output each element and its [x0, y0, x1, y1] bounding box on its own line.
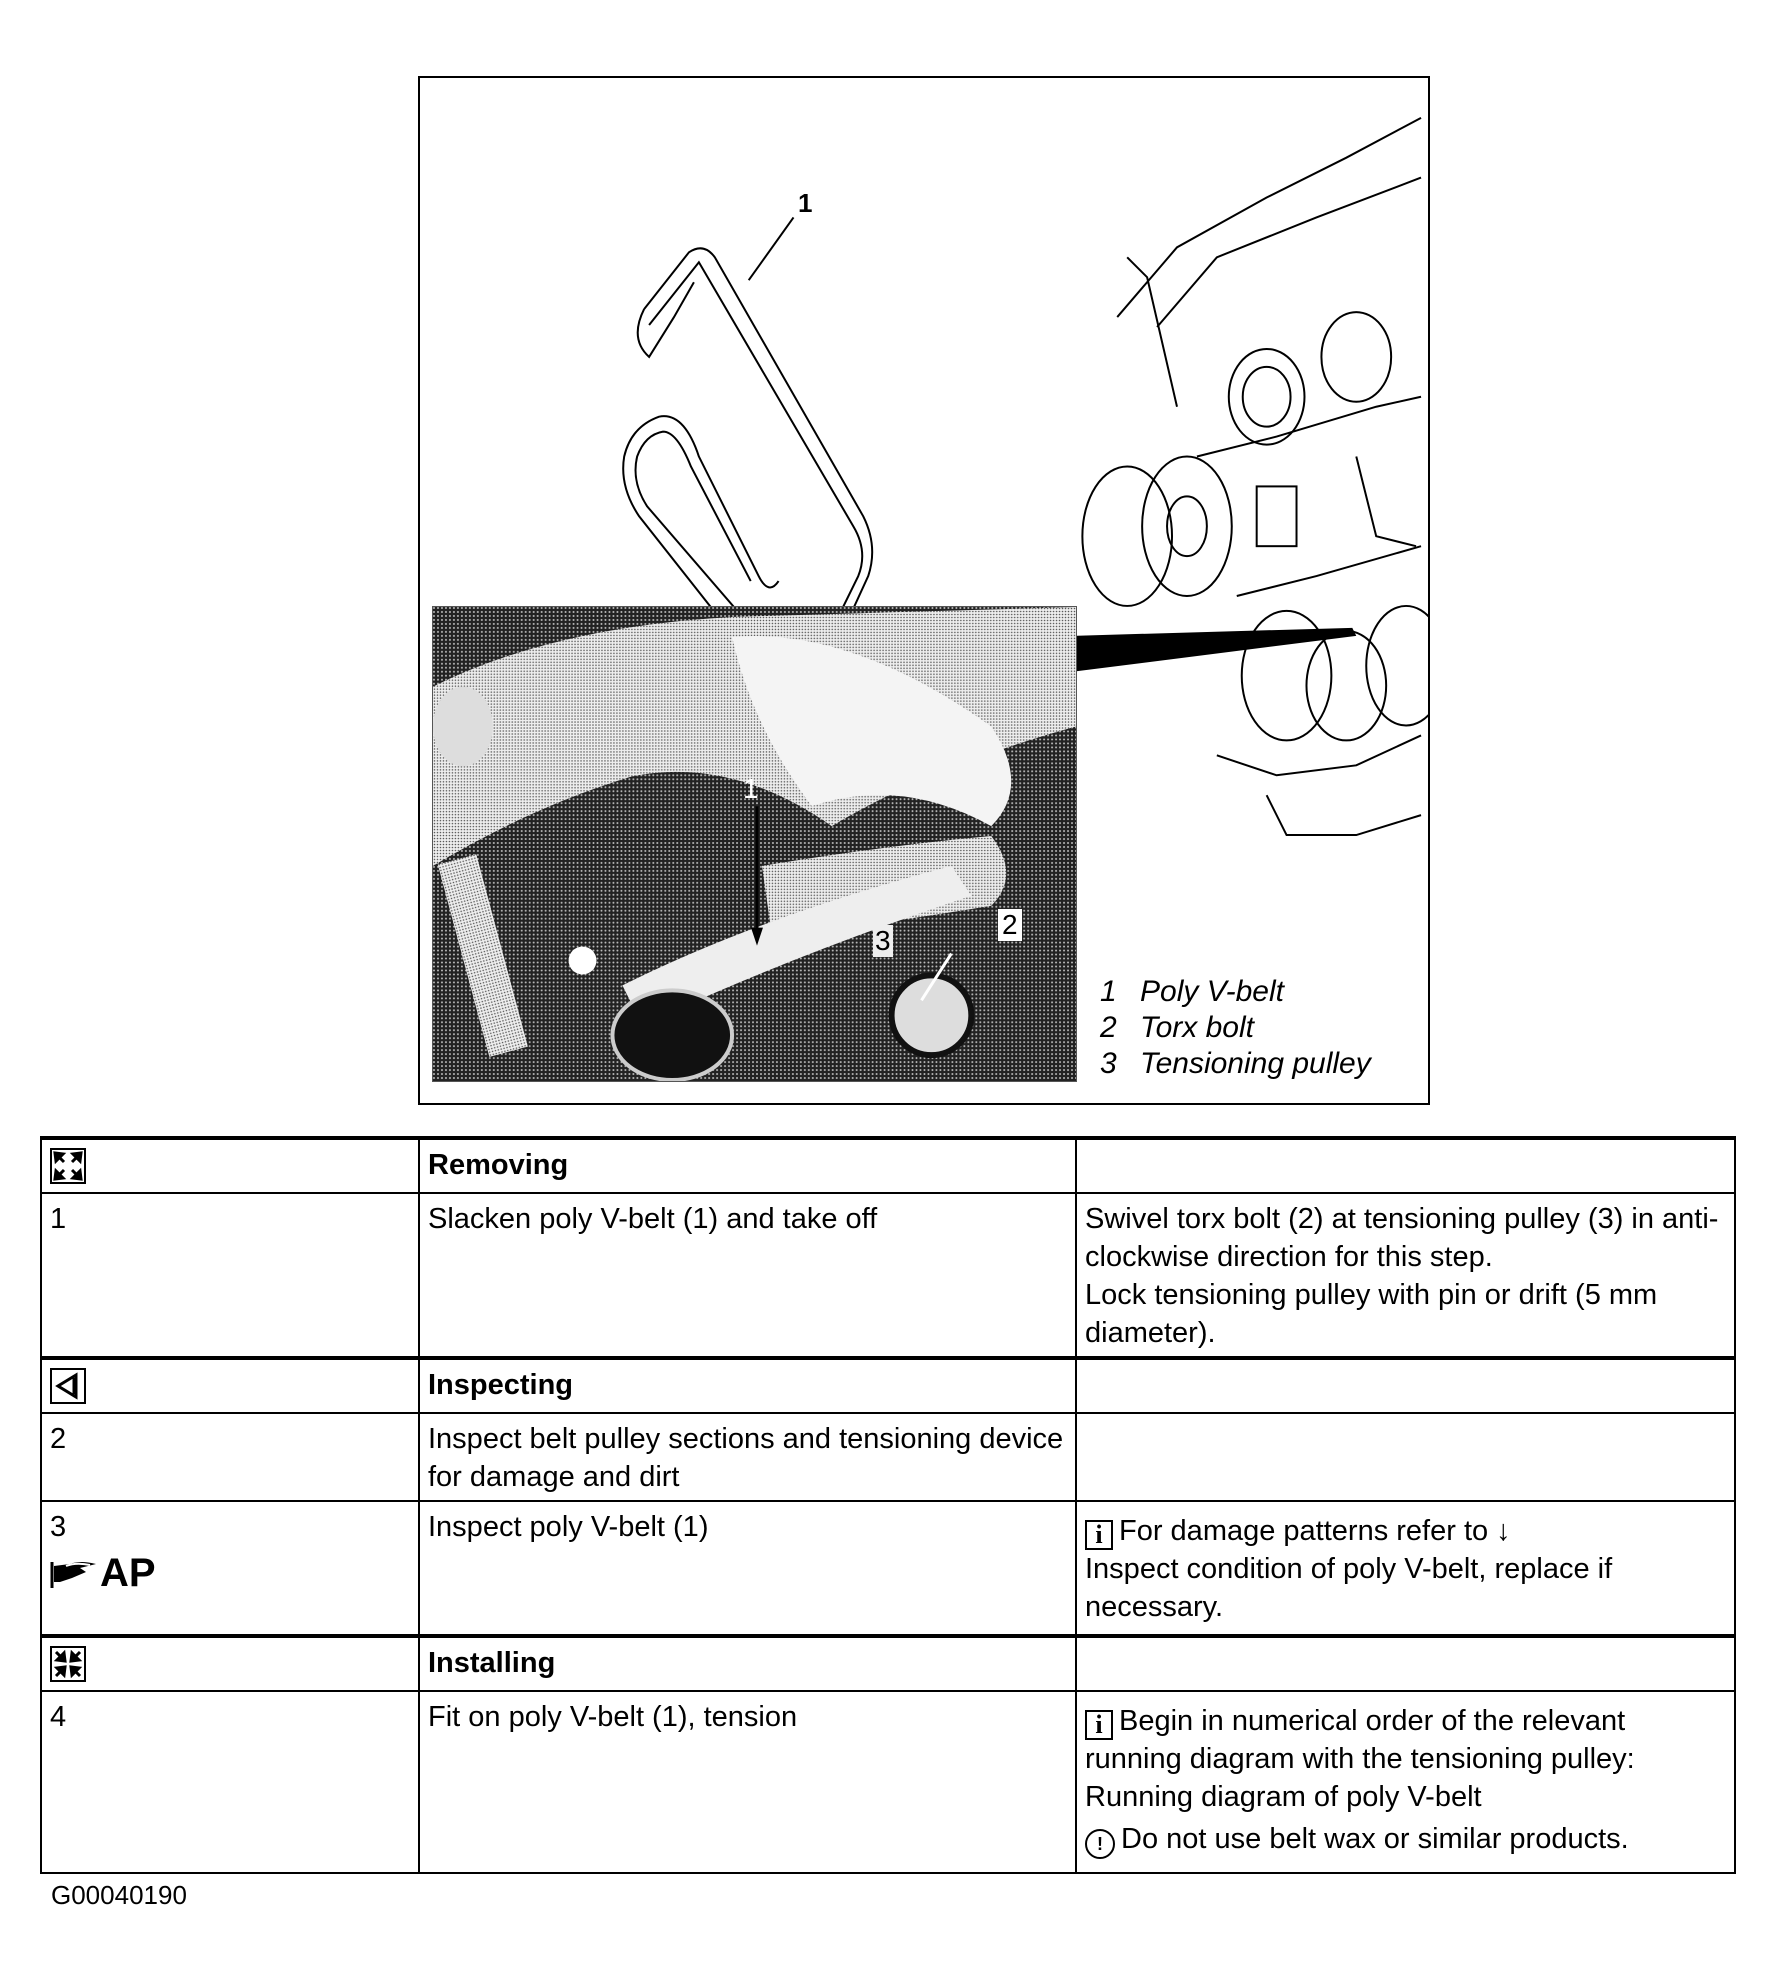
- warning-icon: !: [1085, 1829, 1115, 1859]
- engine-sketch: [1082, 118, 1428, 835]
- section-row-removing: [41, 1138, 1735, 1193]
- photo-callout-3: 3: [875, 925, 891, 956]
- section-icon-cell: [41, 1138, 419, 1193]
- step-row: [41, 1193, 1735, 1358]
- note-line: Swivel torx bolt (2) at tensioning pulley (3) in anti-clockwise direction for this step.: [1085, 1203, 1719, 1273]
- step-note: [1076, 1501, 1735, 1636]
- step-row: [41, 1691, 1735, 1873]
- procedure-table: [40, 1136, 1736, 1874]
- legend-item: 1 Poly V-belt: [1100, 975, 1284, 1008]
- running-diagram-link[interactable]: Running diagram of poly V-belt: [1085, 1781, 1482, 1813]
- step-note: [1076, 1193, 1735, 1358]
- section-row-installing: [41, 1636, 1735, 1691]
- section-icon-cell: [41, 1636, 419, 1691]
- legend-item: 3 Tensioning pulley: [1100, 1047, 1371, 1080]
- step-number: 4: [41, 1691, 419, 1873]
- step-note: [1076, 1691, 1735, 1873]
- warning-line: [1085, 1820, 1726, 1859]
- step-text: Fit on poly V-belt (1), tension: [419, 1691, 1076, 1873]
- legend-item: 2 Torx bolt: [1100, 1011, 1254, 1044]
- info-line: [1085, 1702, 1726, 1778]
- warning-text: Do not use belt wax or similar products.: [1121, 1823, 1629, 1855]
- photo-callout-1: 1: [743, 773, 759, 804]
- section-title: Inspecting: [419, 1358, 1076, 1413]
- removing-icon: [50, 1148, 86, 1184]
- section-title: Removing: [419, 1138, 1076, 1193]
- info-icon: i: [1085, 1710, 1113, 1740]
- note-line: Lock tensioning pulley with pin or drift (5 mm diameter).: [1085, 1279, 1658, 1349]
- figure-legend: [1100, 974, 1371, 1082]
- info-icon: i: [1085, 1520, 1113, 1550]
- illustration-figure: [418, 76, 1430, 1105]
- inspecting-icon: [50, 1368, 86, 1404]
- step-text: Slacken poly V-belt (1) and take off: [419, 1193, 1076, 1358]
- drawing-callout-1: 1: [798, 188, 813, 218]
- document-code: G00040190: [51, 1880, 187, 1910]
- section-note: [1076, 1358, 1735, 1413]
- engine-photo: [432, 606, 1077, 1082]
- note-line: Inspect condition of poly V-belt, replace if necessary.: [1085, 1553, 1613, 1623]
- section-row-inspecting: [41, 1358, 1735, 1413]
- step-row: [41, 1501, 1735, 1636]
- section-note: [1076, 1138, 1735, 1193]
- step-note: [1076, 1413, 1735, 1501]
- info-text: Begin in numerical order of the relevant running diagram with the tensioning pulley:: [1085, 1705, 1635, 1775]
- section-title: Installing: [419, 1636, 1076, 1691]
- step-row: [41, 1413, 1735, 1501]
- ap-label: AP: [100, 1551, 156, 1595]
- step-number-cell: [41, 1501, 419, 1636]
- photo-callout-2: 2: [998, 909, 1022, 941]
- step-number: 2: [41, 1413, 419, 1501]
- ap-badge: [50, 1551, 410, 1595]
- info-line: [1085, 1512, 1726, 1550]
- callout-leader-1: [749, 217, 794, 280]
- step-text: Inspect belt pulley sections and tensioning device for damage and dirt: [419, 1413, 1076, 1501]
- installing-icon: [50, 1646, 86, 1682]
- pointing-hand-icon: [50, 1556, 98, 1590]
- step-number: 1: [41, 1193, 419, 1358]
- engine-photo-image: [433, 607, 1076, 1081]
- zoom-pointer-wedge: [1073, 628, 1356, 672]
- step-number: 3: [50, 1511, 67, 1543]
- step-text: Inspect poly V-belt (1): [419, 1501, 1076, 1636]
- section-icon-cell: [41, 1358, 419, 1413]
- section-note: [1076, 1636, 1735, 1691]
- info-text-link[interactable]: For damage patterns refer to ↓: [1119, 1515, 1511, 1547]
